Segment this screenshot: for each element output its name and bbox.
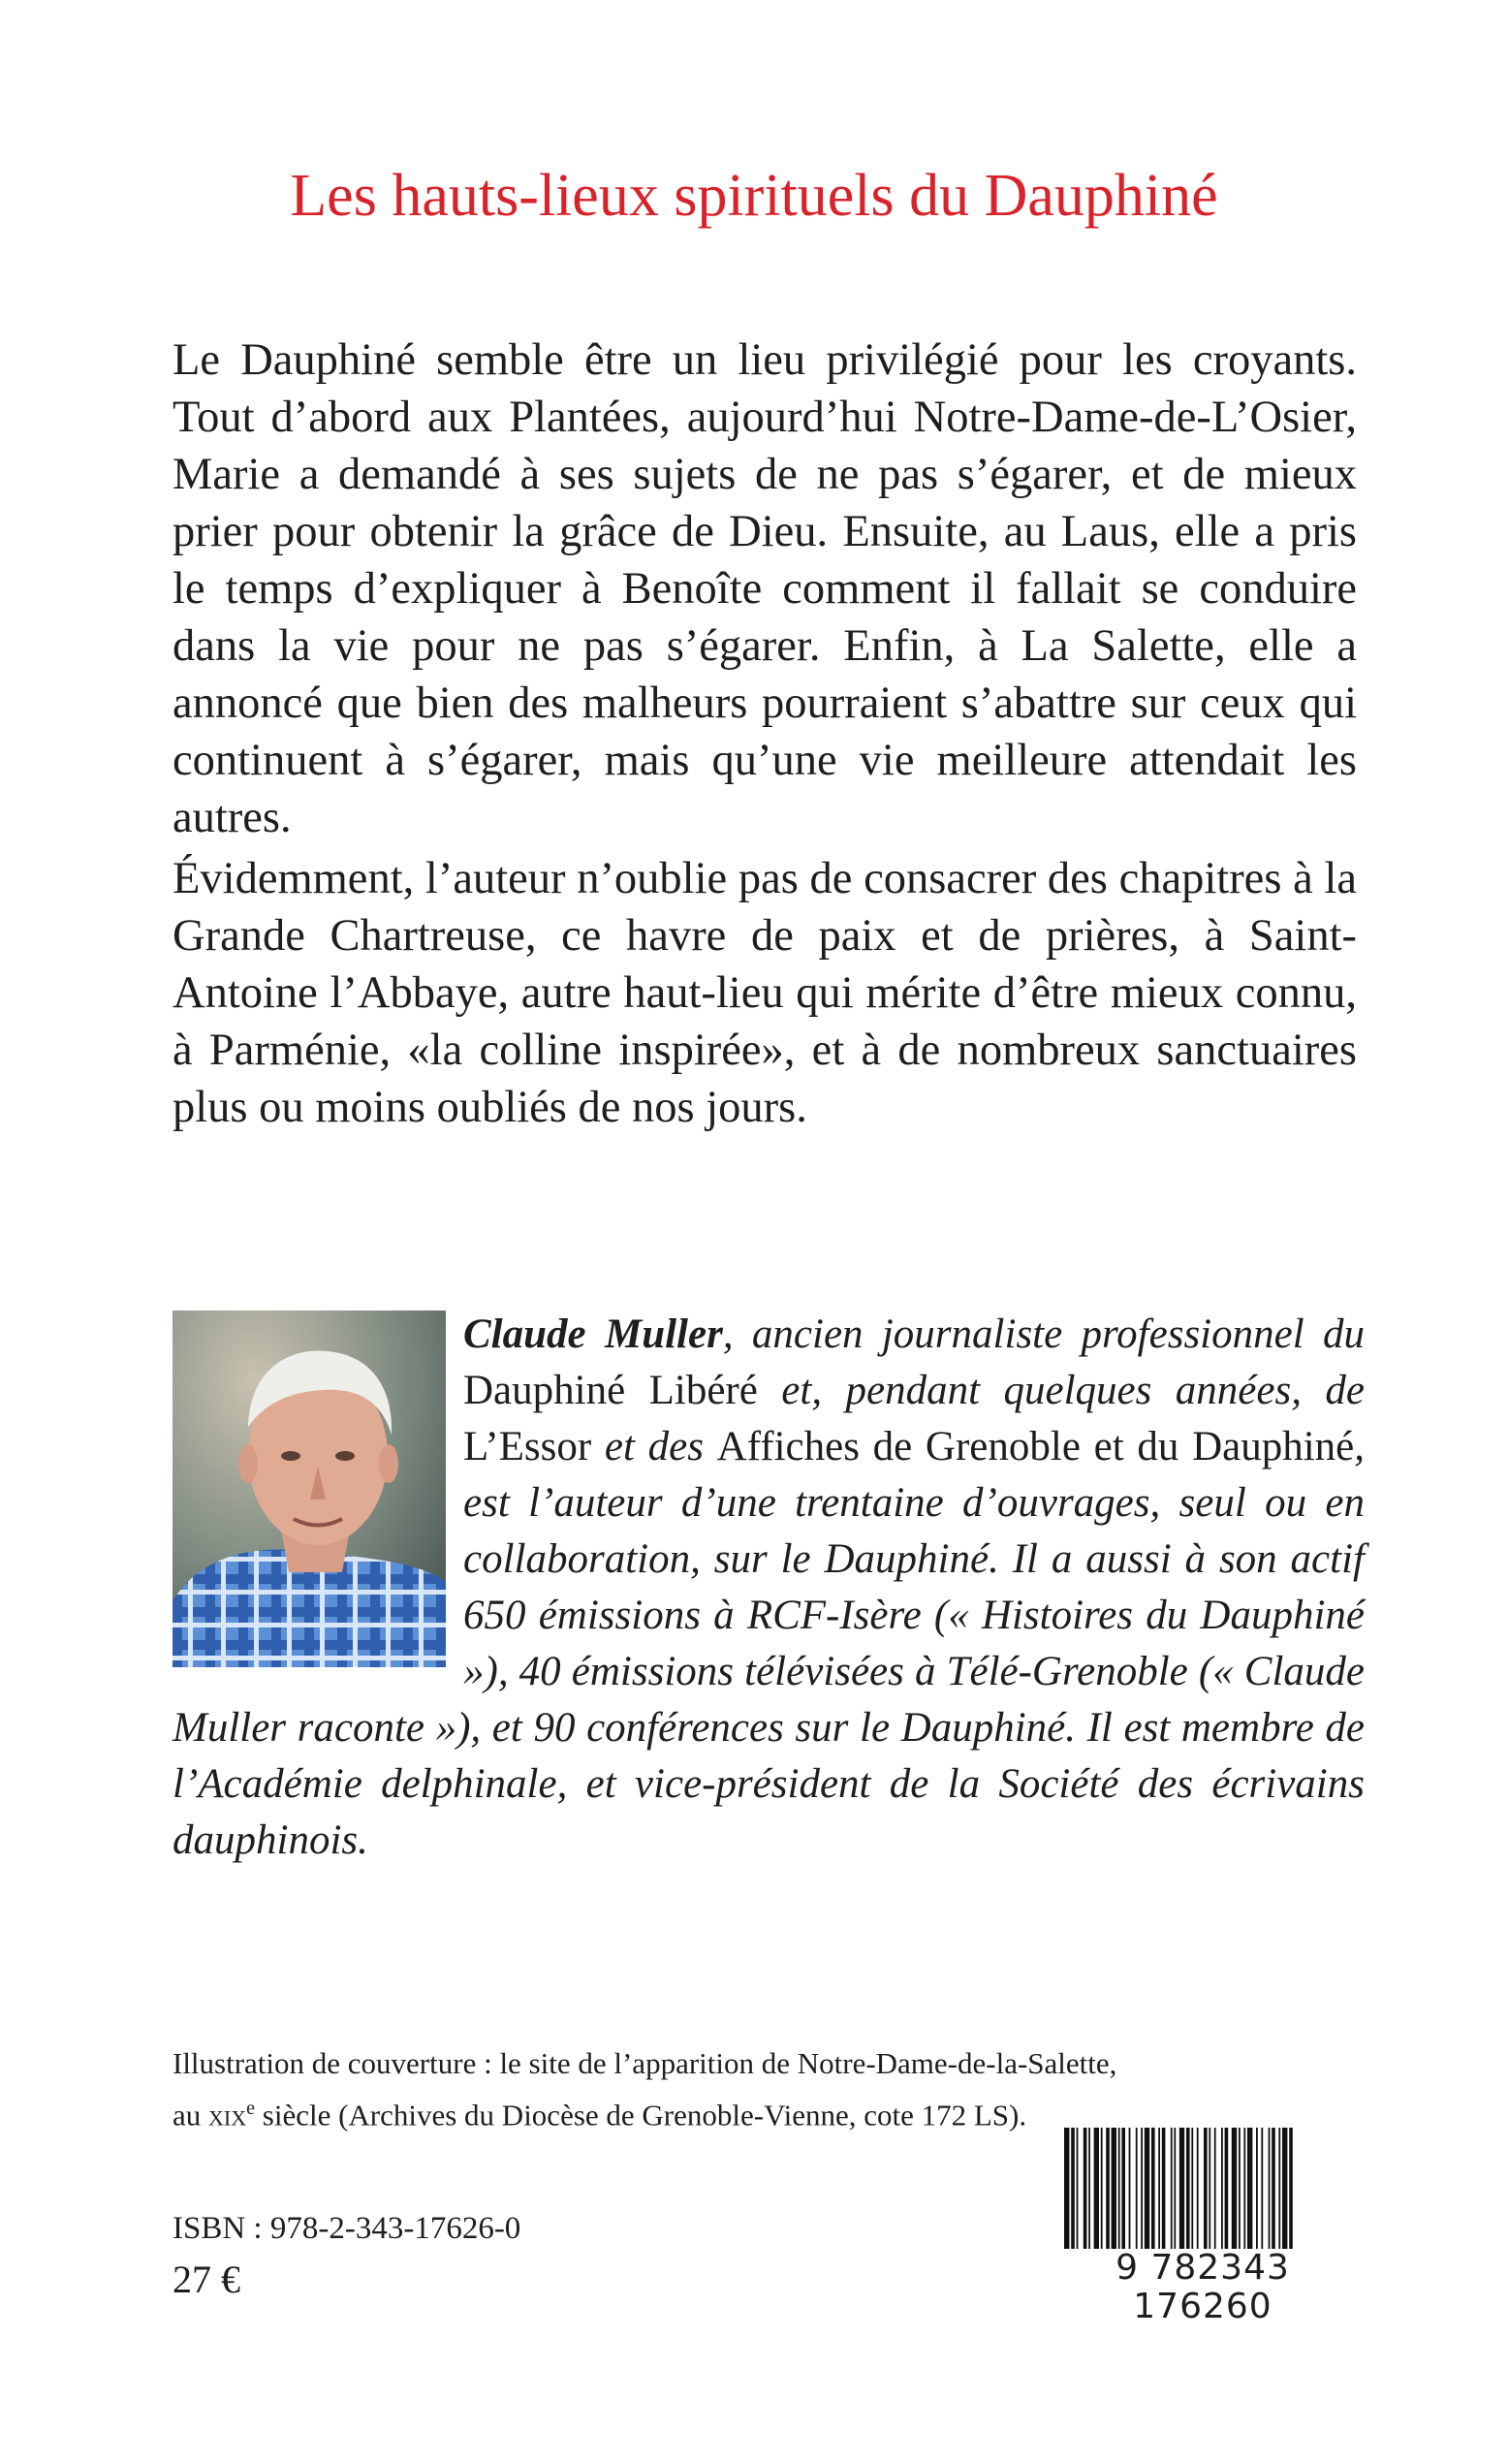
author-portrait-image bbox=[173, 1311, 446, 1667]
author-portrait bbox=[173, 1311, 446, 1667]
cover-credit-century: xix bbox=[208, 2098, 247, 2132]
author-bio-text-4: L’Essor bbox=[463, 1424, 592, 1469]
book-title: Les hauts-lieux spirituels du Dauphiné bbox=[290, 163, 1218, 229]
cover-credit-text-2: siècle (Archives du Diocèse de Grenoble-Vienne, cote 172 LS). bbox=[255, 2098, 1027, 2132]
isbn: ISBN : 978-2-343-17626-0 bbox=[173, 2211, 521, 2246]
cover-illustration-credit bbox=[173, 2040, 1117, 2137]
author-section bbox=[173, 1307, 1365, 1869]
cover-credit-century-suffix: e bbox=[246, 2098, 256, 2119]
author-bio-text-2: Dauphiné Libéré bbox=[463, 1368, 758, 1413]
blurb-paragraph-2: Évidemment, l’auteur n’oublie pas de consacrer des chapitres à la Grande Chartreuse, ce havre de paix et de prières, à Saint-Antoine l’Abbaye, autre haut-lieu qui mérite d’être mieux connu, à Parménie, «la colline inspirée», et à de nombreux sanctuaires plus ou moins oubliés de nos jours. bbox=[173, 854, 1357, 1132]
blurb-paragraph-1: Le Dauphiné semble être un lieu privilégié pour les croyants. Tout d’abord aux Plantées, aujourd’hui Notre-Dame-de-L’Osier, Marie a demandé à ses sujets de ne pas s’égarer, et de mieux prier pour obtenir la grâce de Dieu. Ensuite, au Laus, elle a pris le temps d’expliquer à Benoîte comment il fallait se conduire dans la vie pour ne pas s’égarer. Enfin, à La Salette, elle a annoncé que bien des malheurs pourraient s’abattre sur ceux qui continuent à s’égarer, mais qu’une vie meilleure attendait les autres. bbox=[173, 335, 1357, 842]
author-bio-text-7: , est l’auteur d’une trentaine d’ouvrages, seul ou en collaboration, sur le Dauphiné. Il a aussi à son actif 650 émissions à RCF-Isère (« Histoires du Dauphiné »), 40 émissions télévisées à Télé-Grenoble (« Claude Muller raconte »), et 90 conférences sur le Dauphiné. Il est membre de l’Académie delphinale, et vice-président de la Société des écrivains dauphinois. bbox=[173, 1424, 1365, 1863]
author-name: Claude Muller bbox=[463, 1311, 723, 1357]
price: 27 € bbox=[173, 2258, 240, 2301]
author-bio-text-5: et des bbox=[591, 1424, 717, 1469]
author-bio-text-3: et, pendant quelques années, de bbox=[757, 1368, 1365, 1413]
barcode-digits: 9 782343 176260 bbox=[1058, 2249, 1347, 2326]
author-bio-text-6: Affiches de Grenoble et du Dauphiné bbox=[716, 1424, 1355, 1469]
cover-credit-text-1: Illustration de couverture : le site de l’apparition de Notre-Dame-de-la-Salette, au bbox=[173, 2046, 1117, 2132]
author-bio-text-1: , ancien journaliste professionnel du bbox=[722, 1311, 1365, 1357]
